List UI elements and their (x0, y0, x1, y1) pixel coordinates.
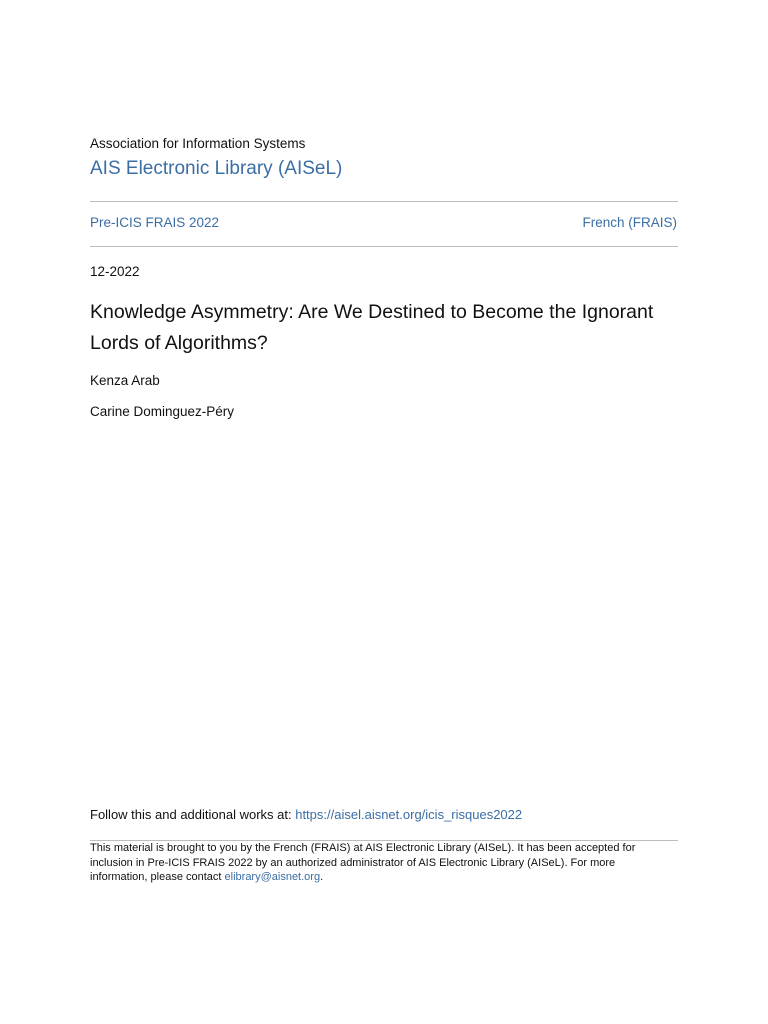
top-divider (90, 201, 678, 202)
publication-date: 12-2022 (90, 264, 140, 279)
paper-title: Knowledge Asymmetry: Are We Destined to Become the Ignorant Lords of Algorithms? (90, 301, 654, 354)
library-link[interactable]: AIS Electronic Library (AISeL) (90, 158, 343, 179)
series-link[interactable]: Pre-ICIS FRAIS 2022 (90, 215, 220, 230)
contact-email-link[interactable]: elibrary@aisnet.org (224, 871, 321, 883)
notice-text: This material is brought to you by the French (FRAIS) at AIS Electronic Library (AISeL). It has been accepted for inclusion in Pre-ICIS FRAIS 2022 by an authorized administrator of AIS Electronic Library (AISeL). For more information, please contact (90, 842, 636, 883)
follow-prefix: Follow this and additional works at: (90, 807, 296, 822)
organization-name: Association for Information Systems (90, 136, 306, 151)
collection-url-link[interactable]: https://aisel.aisnet.org/icis_risques2022 (295, 807, 523, 822)
nav-divider (90, 246, 678, 247)
author-name: Kenza Arab (90, 373, 160, 388)
author-name: Carine Dominguez-Péry (90, 404, 235, 419)
footer-notice (90, 841, 670, 885)
follow-line (90, 807, 522, 822)
collection-link[interactable]: French (FRAIS) (582, 215, 677, 230)
notice-end: . (320, 871, 324, 883)
